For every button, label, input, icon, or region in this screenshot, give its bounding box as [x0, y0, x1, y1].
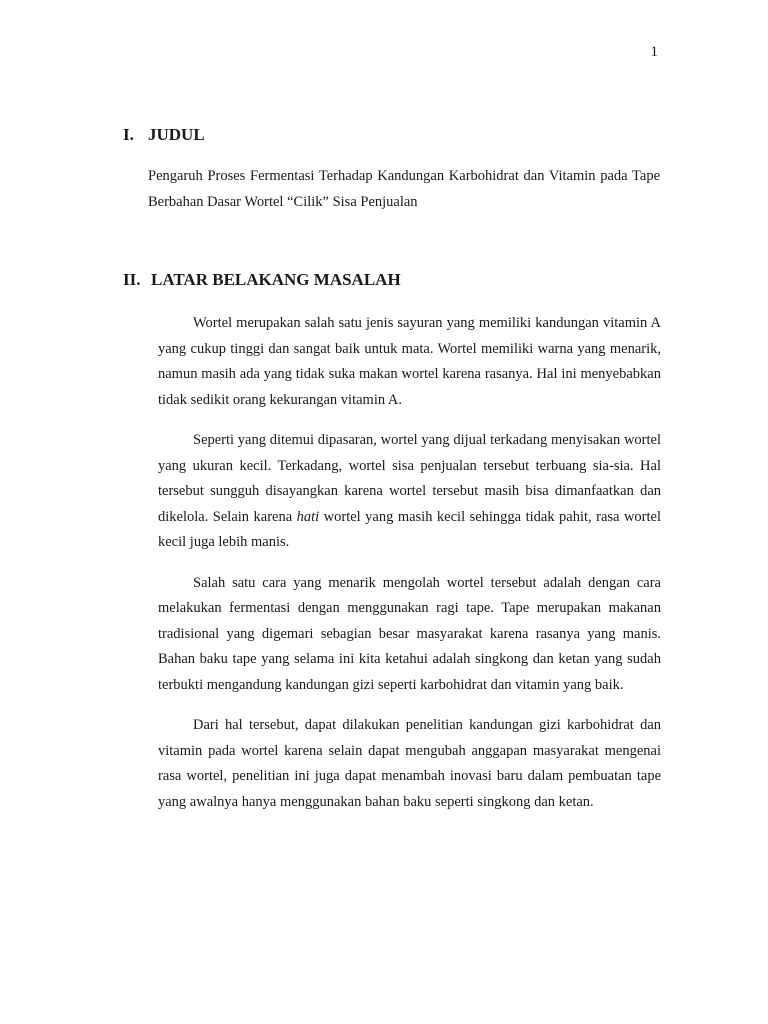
- paragraph-2-text-before: Seperti yang ditemui dipasaran, wortel yang dijual terkadang menyisakan wortel yang ukuran kecil. Terkadang, wortel sisa penjualan tersebut terbuang sia-sia. Hal tersebut sungguh disayangkan karena wortel tersebut masih bisa dimanfaatkan dan dikelola. Selain karena: [158, 432, 661, 525]
- paragraph-1: Wortel merupakan salah satu jenis sayuran yang memiliki kandungan vitamin A yang cukup tinggi dan sangat baik untuk mata. Wortel memiliki warna yang menarik, namun masih ada yang tidak suka makan wortel karena rasanya. Hal ini menyebabkan tidak sedikit orang kekurangan vitamin A.: [158, 315, 661, 408]
- paragraph-4: Dari hal tersebut, dapat dilakukan penelitian kandungan gizi karbohidrat dan vitamin pada wortel karena selain dapat mengubah anggapan masyarakat mengenai rasa wortel, penelitian ini juga dapat menambah inovasi baru dalam pembuatan tape yang awalnya hanya menggunakan bahan baku seperti singkong dan ketan.: [158, 717, 661, 810]
- background-body: [158, 311, 661, 830]
- section-number: I.: [123, 125, 134, 144]
- paragraph-3: Salah satu cara yang menarik mengolah wortel tersebut adalah dengan cara melakukan fermentasi dengan menggunakan ragi tape. Tape merupakan makanan tradisional yang digemari sebagian besar masyarakat karena rasanya yang manis. Bahan baku tape yang selama ini kita ketahui adalah singkong dan ketan yang sudah terbukti mengandung kandungan gizi seperti karbohidrat dan vitamin yang baik.: [158, 574, 661, 693]
- paragraph-2-italic-term: hati: [296, 508, 320, 525]
- paragraph-2: [158, 428, 661, 556]
- section-title: LATAR BELAKANG MASALAH: [151, 270, 401, 289]
- section-number: II.: [123, 270, 141, 289]
- section-heading-latar-belakang: [123, 270, 401, 290]
- research-title: Pengaruh Proses Fermentasi Terhadap Kandungan Karbohidrat dan Vitamin pada Tape Berbahan Dasar Wortel “Cilik” Sisa Penjualan: [148, 168, 660, 210]
- page-number: 1: [650, 44, 658, 60]
- section-heading-judul: [123, 125, 205, 145]
- section-title: JUDUL: [148, 125, 205, 144]
- paragraph-2-text-after: wortel yang masih kecil sehingga tidak pahit, rasa wortel kecil juga lebih manis.: [158, 508, 661, 550]
